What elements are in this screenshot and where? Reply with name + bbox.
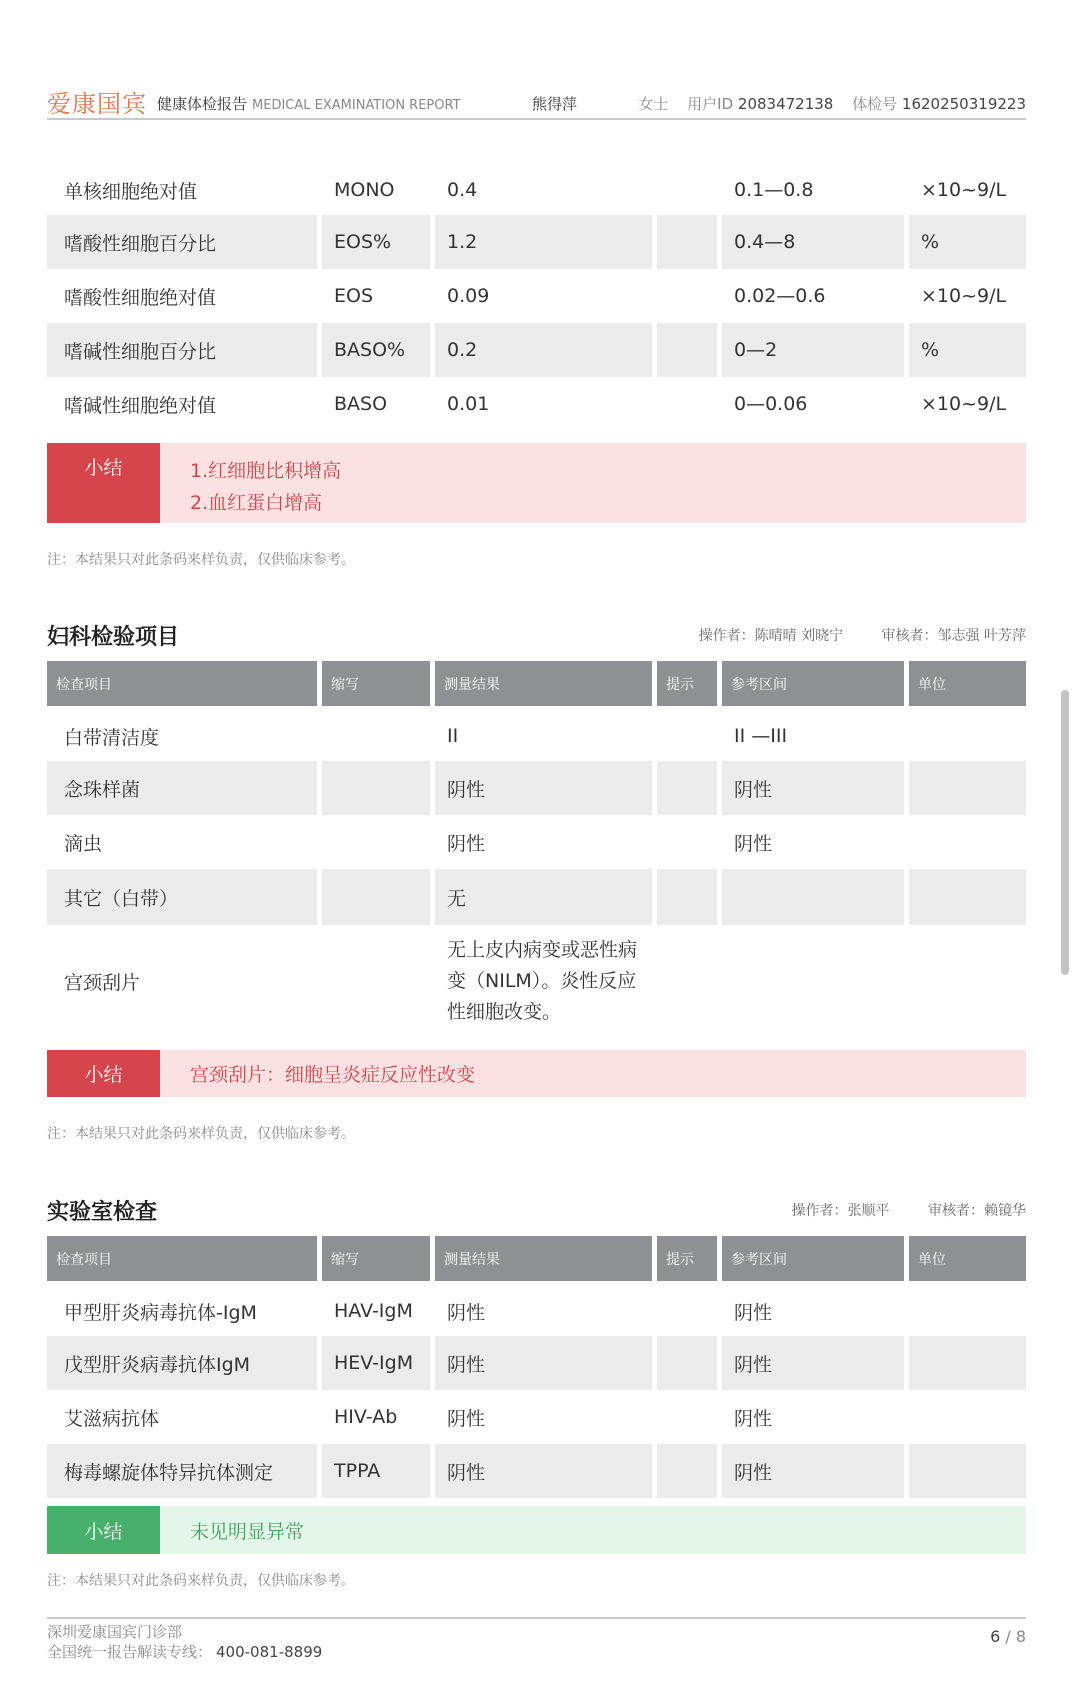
item-name: 嗜碱性细胞绝对值 [64, 394, 217, 417]
item-range: 阴性 [734, 1407, 773, 1430]
item-name: 宫颈刮片 [64, 971, 141, 994]
item-abbr [322, 925, 430, 1037]
reviewer: 邹志强 叶芳萍 [937, 628, 1026, 644]
hotline-number: 400-081-8899 [216, 1643, 323, 1661]
table-row [47, 377, 1026, 431]
column-header: 提示 [657, 661, 717, 706]
item-name: 艾滋病抗体 [64, 1407, 160, 1430]
item-abbr: BASO [334, 393, 388, 415]
summary-text: 宫颈刮片：细胞呈炎症反应性改变 [160, 1050, 1026, 1097]
item-unit: ×10~9/L [921, 179, 1007, 201]
operator: 张顺平 [847, 1203, 890, 1219]
disclaimer-note: 注：本结果只对此条码来样负责，仅供临床参考。 [47, 1126, 355, 1142]
summary-label: 小结 [47, 1050, 160, 1097]
item-hint [657, 1336, 717, 1390]
item-range: 0.1—0.8 [734, 179, 814, 201]
item-abbr: BASO% [322, 323, 430, 377]
item-range: 0.4—8 [722, 215, 904, 269]
item-name: 嗜碱性细胞百分比 [47, 323, 317, 377]
item-range: 阴性 [722, 761, 904, 815]
column-header: 检查项目 [47, 1236, 317, 1281]
summary-text: 1.红细胞比积增高 2.血红蛋白增高 [160, 443, 1026, 523]
gyn-section-title: 妇科检验项目 [47, 625, 180, 650]
item-abbr: HIV-Ab [334, 1406, 398, 1428]
item-hint [657, 323, 717, 377]
patient-info: 女士 用户ID 2083472138 体检号 1620250319223 [638, 95, 1026, 113]
exam-no: 1620250319223 [901, 95, 1026, 113]
item-name: 嗜酸性细胞百分比 [47, 215, 317, 269]
table-header [47, 1236, 1026, 1281]
lab-summary [47, 1506, 1026, 1554]
lab-section-meta: 操作者：张顺平 审核者：赖镜华 [791, 1203, 1026, 1219]
item-hint [657, 215, 717, 269]
item-hint [657, 377, 717, 431]
brand-logo: 爱康国宾 [47, 90, 147, 118]
item-hint [657, 925, 717, 1037]
item-abbr: HEV-IgM [322, 1336, 430, 1390]
item-abbr: EOS [334, 285, 374, 307]
item-abbr: HAV-IgM [334, 1300, 413, 1322]
item-name: 白带清洁度 [64, 726, 160, 749]
item-abbr [322, 761, 430, 815]
table-row [47, 925, 1026, 1037]
item-unit [909, 1444, 1026, 1498]
item-unit [909, 711, 1026, 761]
item-unit: ×10~9/L [921, 285, 1007, 307]
item-result: 1.2 [435, 215, 652, 269]
item-result: 阴性 [447, 1407, 486, 1430]
item-hint [657, 815, 717, 869]
item-range: 0—0.06 [734, 393, 808, 415]
item-range: 0.02—0.6 [734, 285, 826, 307]
item-result: II [447, 725, 459, 747]
summary-label: 小结 [47, 443, 160, 523]
item-name: 嗜酸性细胞绝对值 [64, 286, 217, 309]
item-abbr [322, 815, 430, 869]
disclaimer-note: 注：本结果只对此条码来样负责，仅供临床参考。 [47, 552, 355, 568]
item-range [722, 925, 904, 1037]
column-header: 参考区间 [722, 1236, 904, 1281]
item-result: 阴性 [435, 761, 652, 815]
table-row [47, 1390, 1026, 1444]
item-range: II —III [734, 725, 788, 747]
item-result: 阴性 [447, 1301, 486, 1324]
table-row [47, 1336, 1026, 1390]
blood-summary [47, 443, 1026, 523]
summary-text: 未见明显异常 [160, 1506, 1026, 1554]
item-name: 念珠样菌 [47, 761, 317, 815]
lab-section-title: 实验室检查 [47, 1200, 158, 1225]
column-header: 测量结果 [435, 661, 652, 706]
item-result: 0.4 [447, 179, 478, 201]
table-row [47, 165, 1026, 215]
item-unit [909, 1390, 1026, 1444]
item-name: 滴虫 [64, 832, 103, 855]
column-header: 单位 [909, 661, 1026, 706]
hotline: 全国统一报告解读专线： 400-081-8899 [47, 1643, 323, 1661]
column-header: 检查项目 [47, 661, 317, 706]
item-range [722, 869, 904, 925]
item-abbr [322, 711, 430, 761]
item-hint [657, 869, 717, 925]
item-range: 阴性 [722, 1336, 904, 1390]
gender: 女士 [638, 95, 669, 113]
user-id: 2083472138 [737, 95, 834, 113]
item-name: 其它（白带） [47, 869, 317, 925]
item-result: 0.2 [435, 323, 652, 377]
clinic-name: 深圳爱康国宾门诊部 [47, 1623, 183, 1641]
item-hint [657, 1286, 717, 1336]
column-header: 单位 [909, 1236, 1026, 1281]
item-name: 单核细胞绝对值 [64, 180, 198, 203]
item-hint [657, 761, 717, 815]
summary-label: 小结 [47, 1506, 160, 1554]
table-row [47, 323, 1026, 377]
item-abbr: EOS% [322, 215, 430, 269]
item-unit: % [909, 215, 1026, 269]
page-number: 6 / 8 [990, 1627, 1026, 1646]
table-row [47, 1444, 1026, 1498]
item-range: 阴性 [734, 832, 773, 855]
item-hint [657, 1444, 717, 1498]
item-result: 阴性 [435, 1336, 652, 1390]
report-title: 健康体检报告 MEDICAL EXAMINATION REPORT [157, 95, 461, 113]
column-header: 提示 [657, 1236, 717, 1281]
item-unit [909, 925, 1026, 1037]
disclaimer-note: 注：本结果只对此条码来样负责，仅供临床参考。 [47, 1573, 355, 1589]
column-header: 缩写 [322, 661, 430, 706]
item-result: 无上皮内病变或恶性病 变（NILM）。炎性反应 性细胞改变。 [447, 938, 638, 1023]
item-result: 0.01 [447, 393, 490, 415]
item-unit [909, 1336, 1026, 1390]
column-header: 测量结果 [435, 1236, 652, 1281]
item-name: 戊型肝炎病毒抗体IgM [47, 1336, 317, 1390]
item-result: 0.09 [447, 285, 490, 307]
gyn-section-meta: 操作者：陈晴晴 刘晓宁 审核者：邹志强 叶芳萍 [698, 628, 1026, 644]
column-header: 缩写 [322, 1236, 430, 1281]
report-header [47, 82, 1026, 120]
patient-name: 熊得萍 [532, 95, 578, 113]
item-unit [909, 869, 1026, 925]
item-unit [909, 815, 1026, 869]
item-unit [909, 761, 1026, 815]
table-row [47, 1286, 1026, 1336]
item-hint [657, 269, 717, 323]
item-result: 阴性 [447, 832, 486, 855]
operator: 陈晴晴 刘晓宁 [754, 628, 844, 644]
item-hint [657, 711, 717, 761]
item-unit [909, 1286, 1026, 1336]
item-unit: % [909, 323, 1026, 377]
gyn-summary [47, 1050, 1026, 1097]
scrollbar-thumb[interactable] [1061, 690, 1069, 975]
table-row [47, 215, 1026, 269]
item-hint [657, 1390, 717, 1444]
reviewer: 赖镜华 [984, 1203, 1026, 1219]
item-hint [657, 165, 717, 215]
table-row [47, 815, 1026, 869]
item-abbr [322, 869, 430, 925]
footer-divider [47, 1617, 1026, 1619]
table-row [47, 761, 1026, 815]
item-unit: ×10~9/L [921, 393, 1007, 415]
table-row [47, 711, 1026, 761]
item-result: 阴性 [435, 1444, 652, 1498]
item-range: 阴性 [734, 1301, 773, 1324]
item-name: 甲型肝炎病毒抗体-IgM [64, 1301, 257, 1324]
item-abbr: MONO [334, 179, 395, 201]
table-header [47, 661, 1026, 706]
item-range: 0—2 [722, 323, 904, 377]
item-range: 阴性 [722, 1444, 904, 1498]
item-abbr: TPPA [322, 1444, 430, 1498]
column-header: 参考区间 [722, 661, 904, 706]
item-name: 梅毒螺旋体特异抗体测定 [47, 1444, 317, 1498]
item-result: 无 [435, 869, 652, 925]
table-row [47, 269, 1026, 323]
table-row [47, 869, 1026, 925]
